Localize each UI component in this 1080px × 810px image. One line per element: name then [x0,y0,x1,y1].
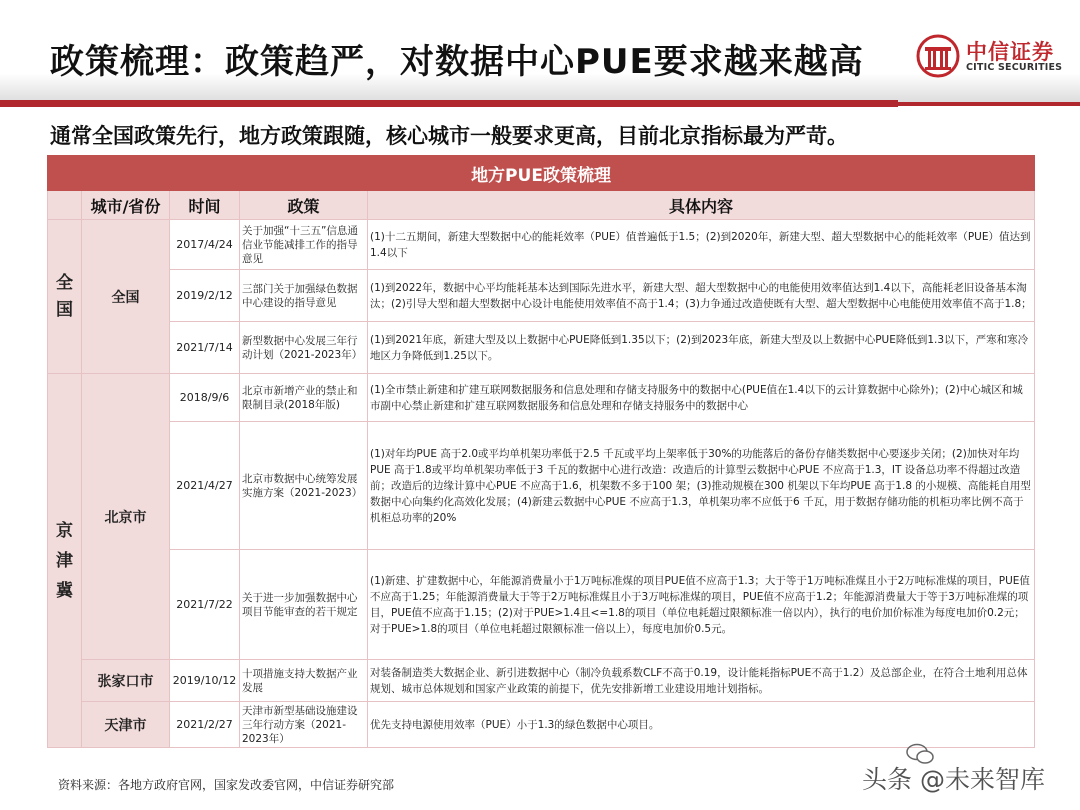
content-cell: (1)十二五期间，新建大型数据中心的能耗效率（PUE）值普遍低于1.5；(2)到2020年，新建大型、超大型数据中心的能耗效率（PUE）值达到1.4以下 [368,220,1035,270]
date-cell: 2021/2/27 [170,702,240,748]
column-header-city: 城市/省份 [82,191,170,220]
table-row [48,702,1035,748]
page-subtitle: 通常全国政策先行，地方政策跟随，核心城市一般要求更高，目前北京指标最为严苛。 [50,124,848,148]
logo-text-en: CITIC SECURITIES [966,62,1063,73]
policy-cell: 十项措施支持大数据产业发展 [240,660,368,702]
table-row [48,270,1035,322]
table-row [48,322,1035,374]
date-cell: 2019/10/12 [170,660,240,702]
header-divider [0,100,898,107]
policy-cell: 关于进一步加强数据中心项目节能审查的若干规定 [240,550,368,660]
pue-policy-table [47,155,1035,748]
content-cell: (1)对年均PUE 高于2.0或平均单机架功率低于2.5 千瓦或平均上架率低于30%的功能落后的备份存储类数据中心要逐步关闭；(2)加快对年均PUE 高于1.8或平均单机架功率低于3 千瓦的数据中心进行改造：改造后的计算型云数据中心PUE 不应高于1.3，IT 设备总功率不得超过改造前；改造后的边缘计算中心PUE 不应高于1.6，机架数不多于100 架；(3)推动规模在300 机架以下年均PUE 高于1.8 的小规模、高能耗自用型数据中心向集约化高效化发展；(4)新建云数据中心PUE 不应高于1.3，单机架功率不应低于6 千瓦，用于数据存储功能的机柜功率比例不高于机柜总功率的20% [368,422,1035,550]
table-row [48,374,1035,422]
header-divider-tail [898,102,1080,106]
table-row [48,660,1035,702]
date-cell: 2019/2/12 [170,270,240,322]
content-cell: (1)到2021年底，新建大型及以上数据中心PUE降低到1.35以下；(2)到2023年底，新建大型及以上数据中心PUE降低到1.3以下，严寒和寒冷地区力争降低到1.25以下。 [368,322,1035,374]
content-cell: 优先支持电源使用效率（PUE）小于1.3的绿色数据中心项目。 [368,702,1035,748]
watermark: 头条 @未来智库 [862,765,1045,794]
column-header-policy: 政策 [240,191,368,220]
city-cell: 全国 [82,220,170,374]
date-cell: 2017/4/24 [170,220,240,270]
table-row [48,422,1035,550]
policy-cell: 三部门关于加强绿色数据中心建设的指导意见 [240,270,368,322]
city-cell: 张家口市 [82,660,170,702]
policy-cell: 新型数据中心发展三年行动计划（2021-2023年） [240,322,368,374]
policy-cell: 天津市新型基础设施建设三年行动方案（2021-2023年） [240,702,368,748]
date-cell: 2018/9/6 [170,374,240,422]
policy-cell: 北京市新增产业的禁止和限制目录(2018年版) [240,374,368,422]
content-cell: (1)新建、扩建数据中心，年能源消费量小于1万吨标准煤的项目PUE值不应高于1.3；大于等于1万吨标准煤且小于2万吨标准煤的项目，PUE值不应高于1.25；年能源消费量大于等于2万吨标准煤且小于3万吨标准煤的项目，PUE值不应高于1.2；年能源消费量大于等于3万吨标准煤的项目，PUE值不应高于1.15；(2)对于PUE>1.4且<=1.8的项目（单位电耗超过限额标准一倍以内），执行的电价加价标准为每度电加价0.2元；对于PUE>1.8的项目（单位电耗超过限额标准一倍以上），每度电加价0.5元。 [368,550,1035,660]
column-header-blank [48,191,82,220]
region-label: 京津冀 [56,520,73,601]
content-cell: (1)全市禁止新建和扩建互联网数据服务和信息处理和存储支持服务中的数据中心(PUE值在1.4以下的云计算数据中心除外)；(2)中心城区和城市副中心禁止新建和扩建互联网数据服务和信息处理和存储支持服务中的数据中心 [368,374,1035,422]
city-cell: 天津市 [82,702,170,748]
column-header-content: 具体内容 [368,191,1035,220]
region-cell [48,374,82,748]
source-note: 资料来源：各地方政府官网，国家发改委官网，中信证券研究部 [58,778,395,792]
content-cell: (1)到2022年，数据中心平均能耗基本达到国际先进水平，新建大型、超大型数据中心的电能使用效率值达到1.4以下，高能耗老旧设备基本淘汰；(2)引导大型和超大型数据中心设计电能使用效率值不高于1.4；(3)力争通过改造使既有大型、超大型数据中心电能使用效率值不高于1.8； [368,270,1035,322]
date-cell: 2021/7/14 [170,322,240,374]
policy-cell: 北京市数据中心统筹发展实施方案（2021-2023） [240,422,368,550]
table-title: 地方PUE政策梳理 [48,156,1035,191]
region-cell [48,220,82,374]
header [0,0,1080,105]
table-row [48,220,1035,270]
logo-text-cn: 中信证券 [966,40,1054,64]
table-row [48,550,1035,660]
content-cell: 对装备制造类大数据企业、新引进数据中心（制冷负载系数CLF不高于0.19，设计能耗指标PUE不高于1.2）及总部企业，在符合土地利用总体规划、城市总体规划和国家产业政策的前提下，优先安排新增工业建设用地计划指标。 [368,660,1035,702]
citic-logo-icon [916,34,960,78]
citic-logo [916,32,1066,82]
city-cell: 北京市 [82,374,170,660]
policy-cell: 关于加强“十三五”信息通信业节能减排工作的指导意见 [240,220,368,270]
date-cell: 2021/4/27 [170,422,240,550]
region-label: 全国 [56,272,73,320]
date-cell: 2021/7/22 [170,550,240,660]
column-header-date: 时间 [170,191,240,220]
page-title: 政策梳理：政策趋严，对数据中心PUE要求越来越高 [50,42,864,82]
